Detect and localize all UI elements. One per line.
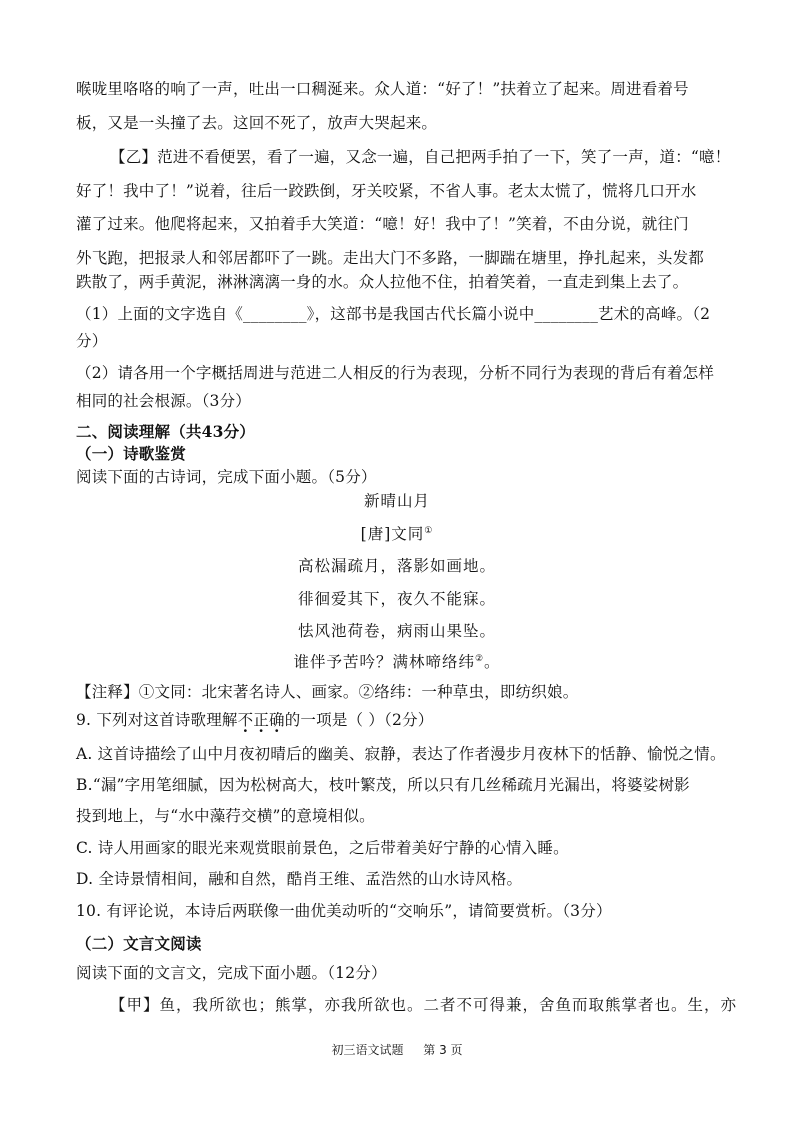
poem-author: [唐]文同① bbox=[360, 525, 434, 543]
section-heading: 二、阅读理解（共43分） bbox=[76, 422, 255, 441]
section-intro: 阅读下面的文言文，完成下面小题。（12分） bbox=[76, 964, 387, 982]
question-2: （2）请各用一个字概括周进与范进二人相反的行为表现，分析不同行为表现的背后有着怎样 bbox=[76, 364, 715, 382]
page-number: 第 3 页 bbox=[423, 1043, 463, 1057]
subsection-heading: （一）诗歌鉴赏 bbox=[76, 444, 186, 463]
subsection-heading: （二）文言文阅读 bbox=[76, 934, 202, 953]
question-10: 10. 有评论说，本诗后两联像一曲优美动听的“交响乐”，请简要赏析。（3分） bbox=[76, 902, 612, 920]
option-b-cont: 投到地上，与“水中藻荇交横”的意境相似。 bbox=[76, 807, 375, 825]
poem-line: 高松漏疏月，落影如画地。 bbox=[297, 557, 496, 575]
passage-line: 板，又是一头撞了去。这回不死了，放声大哭起来。 bbox=[76, 114, 438, 132]
question-9: 9. 下列对这首诗歌理解不正确的一项是（ ）（2分） bbox=[76, 711, 434, 729]
passage-line: 好了！我中了！”说着，往后一跤跌倒，牙关咬紧，不省人事。老太太慌了，慌将几口开水 bbox=[76, 182, 697, 200]
section-intro: 阅读下面的古诗词，完成下面小题。（5分） bbox=[76, 468, 377, 486]
option-d: D. 全诗景情相间，融和自然，酷肖王维、孟浩然的山水诗风格。 bbox=[76, 870, 523, 888]
passage-line: 跌散了，两手黄泥，淋淋漓漓一身的水。众人拉他不住，拍着笑着，一直走到集上去了。 bbox=[76, 273, 689, 291]
poem-title: 新晴山月 bbox=[363, 492, 430, 510]
question-2-cont: 相同的社会根源。（3分） bbox=[76, 392, 252, 410]
page-footer bbox=[0, 1041, 794, 1058]
passage-line: 喉咙里咯咯的响了一声，吐出一口稠涎来。众人道：“好了！”扶着立了起来。周进看着号 bbox=[76, 80, 689, 98]
passage-line: 外飞跑，把报录人和邻居都吓了一跳。走出大门不多路，一脚踹在塘里，挣扎起来，头发都 bbox=[76, 249, 705, 267]
passage-line: 灌了过来。他爬将起来，又拍着手大笑道：“噫！好！我中了！”笑着，不由分说，就往门 bbox=[76, 215, 689, 233]
poem-line: 怯风池荷卷，病雨山果坠。 bbox=[297, 622, 496, 640]
annotation: 【注释】①文同：北宋著名诗人、画家。②络纬：一种草虫，即纺织娘。 bbox=[76, 683, 579, 701]
question-1: （1）上面的文字选自《________》，这部书是我国古代长篇小说中________艺术的高峰。（2 bbox=[76, 305, 711, 323]
question-1-cont: 分） bbox=[76, 332, 108, 350]
option-c: C. 诗人用画家的眼光来观赏眼前景色，之后带着美好宁静的心情入睡。 bbox=[76, 839, 569, 857]
option-b: B.“漏”字用笔细腻，因为松树高大，枝叶繁茂，所以只有几丝稀疏月光漏出，将婆娑树影 bbox=[76, 776, 690, 794]
option-a: A. 这首诗描绘了山中月夜初晴后的幽美、寂静，表达了作者漫步月夜林下的恬静、愉悦之情。 bbox=[76, 745, 726, 763]
passage-line: 【乙】范进不看便罢，看了一遍，又念一遍，自己把两手拍了一下，笑了一声，道：“噫！ bbox=[110, 148, 731, 166]
passage-jia: 【甲】鱼，我所欲也；熊掌，亦我所欲也。二者不可得兼，舍鱼而取熊掌者也。生，亦 bbox=[110, 996, 738, 1014]
poem-line: 谁伴予苦吟？满林啼络纬②。 bbox=[293, 653, 501, 671]
exam-title: 初三语文试题 bbox=[331, 1043, 404, 1057]
poem-line: 徘徊爱其下，夜久不能寐。 bbox=[297, 590, 496, 608]
